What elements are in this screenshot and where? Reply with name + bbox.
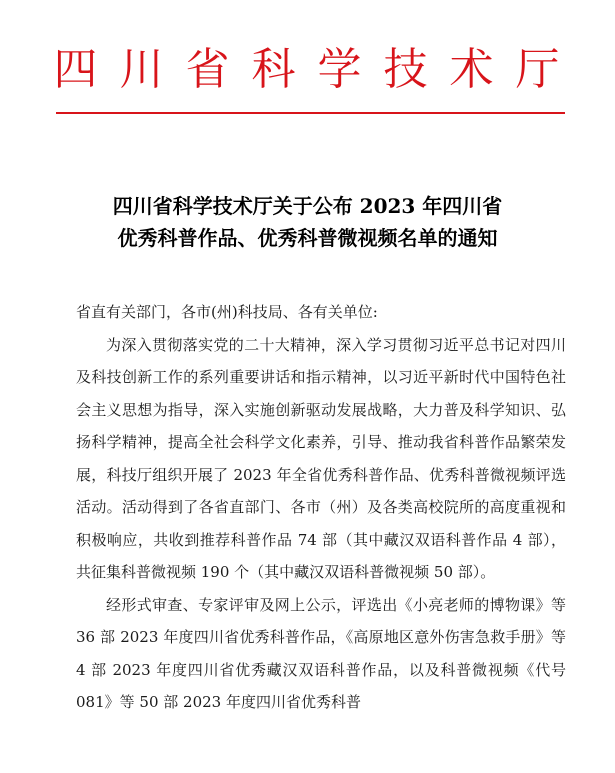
document-body [76,296,566,719]
body-paragraph-2: 经形式审查、专家评审及网上公示，评选出《小亮老师的博物课》等 36 部 2023 年度四川省优秀科普作品，《高原地区意外伤害急救手册》等 4 部 2023 年度四川省优秀藏汉双语科普作品，以及科普微视频《代号 081》等 50 部 2023 年度四川省优秀科普 [76,595,566,711]
document-title-line-1: 四川省科学技术厅关于公布 2023 年四川省 [112,194,503,218]
letterhead-org-name: 四川省科学技术厅 [53,44,582,95]
body-paragraph-1: 为深入贯彻落实党的二十大精神，深入学习贯彻习近平总书记对四川及科技创新工作的系列重要讲话和指示精神，以习近平新时代中国特色社会主义思想为指导，深入实施创新驱动发展战略，大力普及科学知识、弘扬科学精神，提高全社会科学文化素养，引导、推动我省科普作品繁荣发展，科技厅组织开展了 2023 年全省优秀科普作品、优秀科普微视频评选活动。活动得到了各省直部门、各市（州）及各类高校院所的高度重视和积极响应，共收到推荐科普作品 74 部（其中藏汉双语科普作品 4 部），共征集科普微视频 190 个（其中藏汉双语科普微视频 50 部）。 [76,335,566,581]
document-title-line-2: 优秀科普作品、优秀科普微视频名单的通知 [117,226,498,250]
letterhead-red-rule [56,112,565,114]
salutation: 省直有关部门，各市(州)科技局、各有关单位: [76,303,378,321]
document-title [0,190,615,254]
